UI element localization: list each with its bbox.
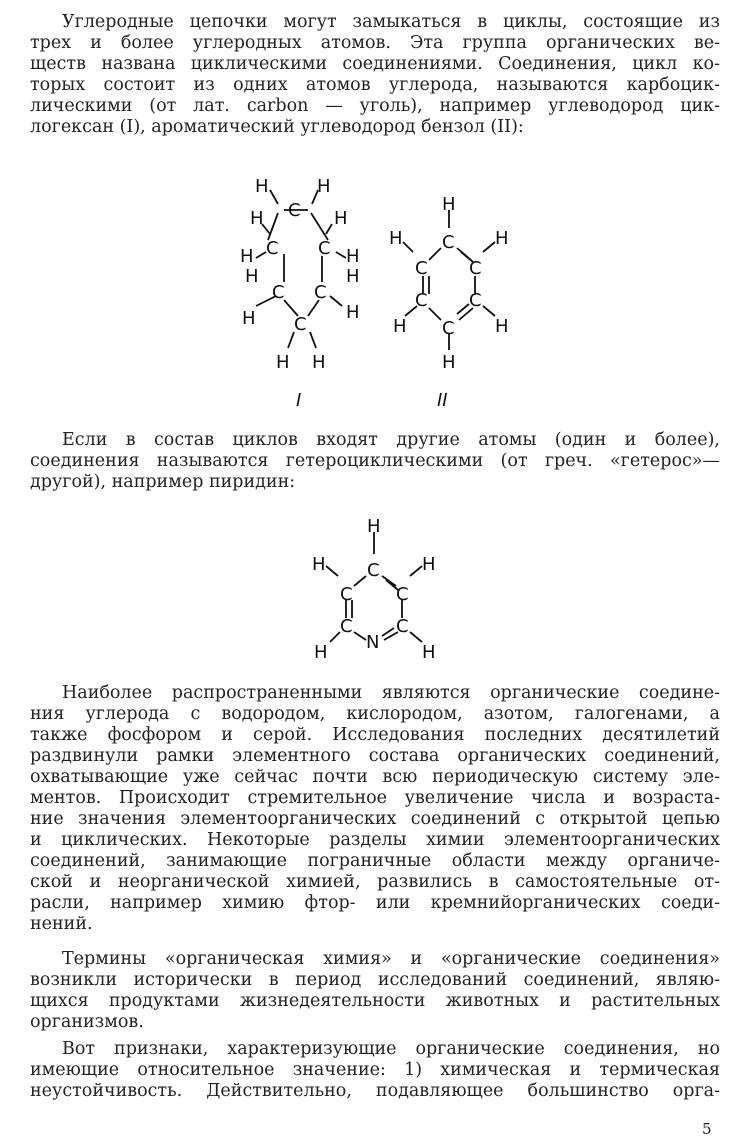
atom-c: C [442, 232, 455, 253]
text-line: ментов. Происходит стремительное увеличение числа и возраста- [30, 788, 720, 808]
atom-h: H [346, 246, 360, 267]
bond [354, 576, 366, 586]
bond [483, 242, 495, 252]
paragraph-heterocyclic [30, 430, 720, 493]
atom-n: N [366, 632, 380, 653]
atom-h: H [422, 642, 436, 663]
atom-h: H [422, 554, 436, 575]
bond [403, 242, 413, 252]
paragraph-elements [30, 683, 720, 935]
atom-c: C [396, 584, 409, 605]
bond [429, 248, 441, 260]
atom-c: C [294, 314, 307, 335]
atom-h: H [367, 516, 381, 537]
atom-c: C [340, 616, 353, 637]
atom-c: C [415, 290, 428, 311]
bond [483, 306, 495, 316]
figure-label-i: I [296, 390, 302, 411]
atom-c: C [469, 258, 482, 279]
atom-h: H [442, 194, 456, 215]
text-line: Наиболее распространенными являются органические соедине- [62, 683, 720, 703]
bond [270, 190, 278, 204]
text-line: организмов. [30, 1012, 144, 1032]
atom-h: H [276, 352, 290, 373]
cyclohexane-structure [230, 172, 370, 412]
text-line: лическими (от лат. carbon — уголь), например углеводород цик- [30, 96, 720, 116]
paragraph-features [30, 1039, 720, 1102]
atom-c: C [469, 290, 482, 311]
bond [310, 332, 316, 348]
text-line: ществ названа циклическими соединениями. Соединения, цикл ко- [30, 54, 720, 74]
text-line: нений. [30, 914, 93, 934]
atom-h: H [312, 554, 326, 575]
atom-c: C [314, 282, 327, 303]
text-line: Вот признаки, характеризующие органические соединения, но [62, 1039, 720, 1059]
atom-h: H [389, 228, 403, 249]
atom-c: C [318, 238, 331, 259]
atom-h: H [393, 316, 407, 337]
atom-c: C [396, 616, 409, 637]
text-line: неустойчивость. Действительно, подавляющее большинство орга- [30, 1081, 720, 1101]
atom-c: C [266, 238, 279, 259]
bond [268, 213, 278, 240]
bond [326, 224, 332, 234]
text-line: и циклических. Некоторые разделы химии элементоорганических [30, 830, 720, 850]
bond [311, 213, 328, 240]
figure-label-ii: II [437, 390, 448, 411]
atom-h: H [242, 308, 256, 329]
atom-h: H [346, 266, 360, 287]
atom-h: H [346, 302, 360, 323]
text-line: соединений, занимающие пограничные области между органиче- [30, 851, 720, 871]
atom-h: H [334, 208, 348, 229]
bond [256, 252, 266, 258]
atom-h: H [312, 352, 326, 373]
atom-c: C [415, 258, 428, 279]
bond [336, 252, 346, 258]
text-line: трех и более углеродных атомов. Эта группа органических ве- [30, 33, 720, 53]
paragraph-intro [30, 12, 720, 138]
text-line: также фосфором и серой. Исследования последних десятилетий [30, 725, 720, 745]
atom-h: H [495, 228, 509, 249]
bond [354, 632, 366, 640]
atom-h: H [317, 176, 331, 197]
text-line: имеющие относительное значение: 1) химическая и термическая [30, 1060, 720, 1080]
bond [429, 308, 441, 320]
text-line: другой), например пиридин: [30, 472, 296, 492]
text-line: соединения называются гетероциклическими (от греч. «гетерос»— [30, 451, 720, 471]
text-line: торых состоит из одних атомов углерода, называются карбоцик- [30, 75, 720, 95]
bond [410, 632, 422, 642]
atom-c: C [442, 318, 455, 339]
atom-c: C [340, 584, 353, 605]
atom-h: H [495, 316, 509, 337]
bond [330, 296, 342, 306]
atom-h: H [442, 352, 456, 373]
text-line: ния углерода с водородом, кислородом, азотом, галогенами, а [30, 704, 720, 724]
text-line: логексан (I), ароматический углеводород бензол (II): [30, 117, 524, 137]
atom-c: C [367, 560, 380, 581]
text-line: возникли исторически в период исследований соединений, являю- [30, 970, 720, 990]
page-number: 5 [702, 1120, 712, 1138]
atom-h: H [240, 246, 254, 267]
bond [410, 566, 422, 576]
text-line: ние значения элементоорганических соединений с открытой цепью [30, 809, 720, 829]
pyridine-structure [306, 514, 446, 664]
text-line: Термины «органическая химия» и «органические соединения» [62, 949, 720, 969]
text-line: раздвинули рамки элементного состава органических соединений, [30, 746, 720, 766]
text-line: расли, например химию фтор- или кремнийорганических соеди- [30, 893, 720, 913]
text-line: ской и неорганической химией, развились в самостоятельные от- [30, 872, 720, 892]
atom-c: C [272, 282, 285, 303]
atom-h: H [245, 266, 259, 287]
bond [326, 566, 338, 576]
bond [330, 632, 340, 642]
bond [382, 576, 396, 586]
atom-h: H [314, 642, 328, 663]
benzene-structure [383, 192, 523, 412]
atom-h: H [250, 208, 264, 229]
paragraph-terms [30, 949, 720, 1033]
text-line: охватывающие уже сейчас почти всю периодическую систему эле- [30, 767, 720, 787]
text-line: щихся продуктами жизнедеятельности животных и растительных [30, 991, 720, 1011]
text-line: Углеродные цепочки могут замыкаться в циклы, состоящие из [62, 12, 720, 32]
atom-c: C [288, 200, 301, 221]
text-line: Если в состав циклов входят другие атомы (один и более), [62, 430, 720, 450]
atom-h: H [255, 176, 269, 197]
